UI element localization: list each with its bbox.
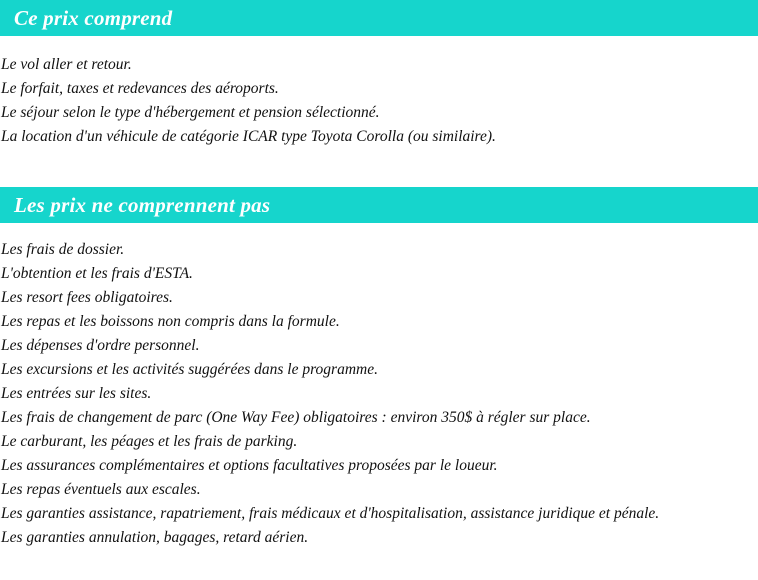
list-item: Les repas éventuels aux escales. [1, 481, 201, 498]
section-excluded [0, 187, 758, 550]
section-included-header [0, 0, 758, 36]
list-item: La location d'un véhicule de catégorie ICAR type Toyota Corolla (ou similaire). [1, 128, 496, 145]
list-item: Les resort fees obligatoires. [1, 289, 173, 306]
list-item: Les frais de changement de parc (One Way Fee) obligatoires : environ 350$ à régler sur place. [1, 409, 591, 426]
spacer-after-excluded-header [0, 223, 758, 238]
section-excluded-body [0, 238, 758, 550]
list-item: Les dépenses d'ordre personnel. [1, 337, 200, 354]
list-item: Les garanties assistance, rapatriement, frais médicaux et d'hospitalisation, assistance juridique et pénale. [1, 505, 660, 522]
list-item: Le carburant, les péages et les frais de parking. [1, 433, 298, 450]
list-item: Les excursions et les activités suggérées dans le programme. [1, 361, 378, 378]
section-included-body [0, 53, 758, 149]
list-item: Les garanties annulation, bagages, retard aérien. [1, 529, 309, 546]
list-item: Les frais de dossier. [1, 241, 125, 258]
list-item: Le séjour selon le type d'hébergement et pension sélectionné. [1, 104, 380, 121]
section-excluded-title: Les prix ne comprennent pas [14, 192, 271, 217]
list-item: Les repas et les boissons non compris dans la formule. [1, 313, 340, 330]
list-item: Les entrées sur les sites. [1, 385, 152, 402]
section-excluded-header [0, 187, 758, 223]
list-item: Le vol aller et retour. [1, 56, 132, 73]
list-item: Le forfait, taxes et redevances des aéroports. [1, 80, 279, 97]
spacer-after-included-header [0, 36, 758, 53]
list-item: Les assurances complémentaires et options facultatives proposées par le loueur. [1, 457, 498, 474]
list-item: L'obtention et les frais d'ESTA. [1, 265, 193, 282]
section-included-title: Ce prix comprend [14, 5, 173, 30]
spacer-between-sections [0, 149, 758, 187]
section-included [0, 0, 758, 149]
